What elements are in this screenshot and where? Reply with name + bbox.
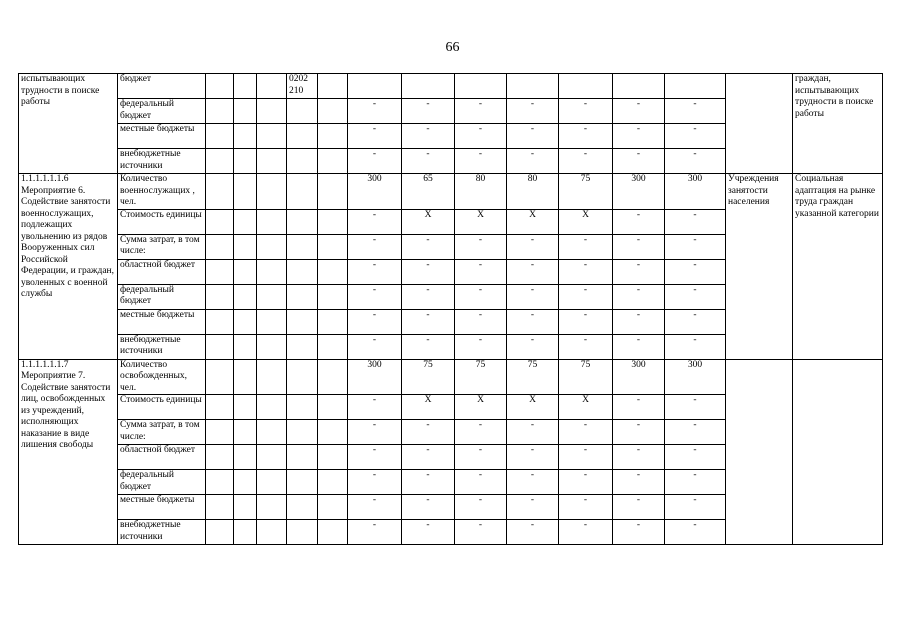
value-cell: - (348, 259, 402, 284)
empty-cell (234, 495, 257, 520)
measure-cell: 1.1.1.1.1.1.7 Мероприятие 7. Содействие занятости лиц, освобожденных из учреждений, исполняющих наказание в виде лишения свободы (19, 359, 118, 545)
empty-cell (318, 149, 348, 174)
code-cell (287, 334, 318, 359)
empty-cell (257, 74, 287, 99)
empty-cell (318, 495, 348, 520)
value-cell: - (665, 470, 726, 495)
code-cell (287, 445, 318, 470)
empty-cell (234, 445, 257, 470)
value-cell: 80 (507, 174, 559, 210)
indicator-cell: федеральный бюджет (118, 99, 206, 124)
table-row (19, 74, 883, 99)
code-cell (287, 259, 318, 284)
value-cell: - (559, 495, 613, 520)
value-cell (613, 74, 665, 99)
empty-cell (234, 234, 257, 259)
code-cell (287, 420, 318, 445)
empty-cell (318, 209, 348, 234)
empty-cell (234, 395, 257, 420)
value-cell: - (507, 259, 559, 284)
code-cell (287, 99, 318, 124)
value-cell: - (559, 99, 613, 124)
value-cell: - (559, 149, 613, 174)
code-cell (287, 124, 318, 149)
code-cell (287, 359, 318, 395)
empty-cell (206, 174, 234, 210)
value-cell: - (665, 209, 726, 234)
value-cell: 300 (348, 359, 402, 395)
empty-cell (206, 445, 234, 470)
value-cell: - (348, 99, 402, 124)
value-cell: - (402, 149, 455, 174)
value-cell: - (613, 470, 665, 495)
value-cell: - (507, 495, 559, 520)
empty-cell (257, 420, 287, 445)
value-cell: - (559, 334, 613, 359)
empty-cell (206, 495, 234, 520)
value-cell: - (613, 495, 665, 520)
value-cell: - (348, 284, 402, 309)
empty-cell (318, 259, 348, 284)
code-cell (287, 495, 318, 520)
result-cell: Социальная адаптация на рынке труда граждан указанной категории (793, 174, 883, 360)
empty-cell (234, 420, 257, 445)
value-cell: - (348, 395, 402, 420)
value-cell: - (348, 309, 402, 334)
value-cell: - (507, 470, 559, 495)
value-cell: X (507, 395, 559, 420)
value-cell: X (402, 209, 455, 234)
empty-cell (234, 209, 257, 234)
value-cell: - (613, 99, 665, 124)
indicator-cell: федеральный бюджет (118, 470, 206, 495)
value-cell: - (402, 495, 455, 520)
value-cell (402, 74, 455, 99)
empty-cell (206, 284, 234, 309)
value-cell: - (455, 284, 507, 309)
indicator-cell: областной бюджет (118, 259, 206, 284)
empty-cell (318, 309, 348, 334)
empty-cell (234, 99, 257, 124)
empty-cell (206, 359, 234, 395)
empty-cell (318, 445, 348, 470)
empty-cell (206, 149, 234, 174)
code-cell (287, 174, 318, 210)
value-cell (665, 74, 726, 99)
empty-cell (206, 209, 234, 234)
value-cell: - (613, 420, 665, 445)
empty-cell (318, 470, 348, 495)
value-cell: - (507, 520, 559, 545)
empty-cell (257, 309, 287, 334)
empty-cell (234, 309, 257, 334)
empty-cell (206, 99, 234, 124)
code-cell (287, 209, 318, 234)
value-cell: - (507, 149, 559, 174)
value-cell: - (507, 234, 559, 259)
value-cell: X (455, 395, 507, 420)
empty-cell (234, 124, 257, 149)
result-cell: граждан, испытывающих трудности в поиске работы (793, 74, 883, 174)
empty-cell (257, 470, 287, 495)
empty-cell (318, 99, 348, 124)
value-cell: 300 (348, 174, 402, 210)
indicator-cell: Сумма затрат, в том числе: (118, 420, 206, 445)
value-cell: - (455, 334, 507, 359)
indicator-cell: местные бюджеты (118, 495, 206, 520)
page-number: 66 (445, 40, 460, 55)
value-cell: - (665, 420, 726, 445)
value-cell: - (559, 470, 613, 495)
value-cell: - (613, 124, 665, 149)
empty-cell (234, 259, 257, 284)
value-cell: - (507, 124, 559, 149)
empty-cell (318, 284, 348, 309)
value-cell: - (348, 445, 402, 470)
value-cell: - (613, 395, 665, 420)
value-cell: - (348, 234, 402, 259)
empty-cell (206, 309, 234, 334)
value-cell: 300 (613, 174, 665, 210)
indicator-cell: местные бюджеты (118, 124, 206, 149)
value-cell: - (455, 520, 507, 545)
code-cell (287, 234, 318, 259)
value-cell: - (665, 334, 726, 359)
empty-cell (206, 520, 234, 545)
empty-cell (318, 174, 348, 210)
empty-cell (234, 334, 257, 359)
empty-cell (257, 174, 287, 210)
value-cell (507, 74, 559, 99)
code-cell (287, 395, 318, 420)
empty-cell (318, 520, 348, 545)
value-cell: - (613, 520, 665, 545)
value-cell: - (455, 445, 507, 470)
value-cell: - (613, 149, 665, 174)
table-body (19, 74, 883, 545)
value-cell: - (613, 259, 665, 284)
value-cell: - (613, 209, 665, 234)
value-cell: - (348, 420, 402, 445)
value-cell: - (665, 124, 726, 149)
value-cell: - (507, 99, 559, 124)
value-cell: - (507, 309, 559, 334)
indicator-cell: Сумма затрат, в том числе: (118, 234, 206, 259)
empty-cell (318, 334, 348, 359)
empty-cell (206, 74, 234, 99)
empty-cell (257, 495, 287, 520)
indicator-cell: внебюджетные источники (118, 334, 206, 359)
value-cell: - (348, 209, 402, 234)
value-cell: X (559, 395, 613, 420)
value-cell: - (665, 99, 726, 124)
value-cell: - (507, 420, 559, 445)
value-cell: - (348, 124, 402, 149)
value-cell: - (402, 124, 455, 149)
value-cell: X (402, 395, 455, 420)
value-cell: - (455, 149, 507, 174)
empty-cell (257, 359, 287, 395)
value-cell: - (559, 445, 613, 470)
empty-cell (206, 124, 234, 149)
empty-cell (318, 420, 348, 445)
indicator-cell: внебюджетные источники (118, 520, 206, 545)
value-cell: - (348, 495, 402, 520)
value-cell: - (402, 420, 455, 445)
value-cell: - (455, 470, 507, 495)
indicator-cell: местные бюджеты (118, 309, 206, 334)
value-cell: - (665, 149, 726, 174)
empty-cell (318, 74, 348, 99)
result-cell (793, 359, 883, 545)
value-cell: - (665, 395, 726, 420)
empty-cell (206, 334, 234, 359)
value-cell: - (559, 309, 613, 334)
empty-cell (257, 334, 287, 359)
value-cell: 80 (455, 174, 507, 210)
value-cell: X (559, 209, 613, 234)
empty-cell (234, 284, 257, 309)
empty-cell (257, 395, 287, 420)
empty-cell (234, 470, 257, 495)
value-cell: - (455, 234, 507, 259)
value-cell: 75 (559, 174, 613, 210)
empty-cell (234, 359, 257, 395)
value-cell: - (613, 284, 665, 309)
value-cell: - (665, 309, 726, 334)
value-cell: - (402, 99, 455, 124)
value-cell: - (613, 309, 665, 334)
value-cell: 300 (613, 359, 665, 395)
executor-cell: Учреждения занятости населения (726, 174, 793, 360)
value-cell: X (455, 209, 507, 234)
value-cell: - (348, 470, 402, 495)
value-cell: - (455, 309, 507, 334)
indicator-cell: внебюджетные источники (118, 149, 206, 174)
value-cell: - (455, 420, 507, 445)
value-cell: - (665, 445, 726, 470)
executor-cell (726, 74, 793, 174)
empty-cell (206, 259, 234, 284)
empty-cell (206, 420, 234, 445)
executor-cell (726, 359, 793, 545)
empty-cell (234, 174, 257, 210)
code-cell (287, 149, 318, 174)
value-cell: 75 (559, 359, 613, 395)
empty-cell (318, 359, 348, 395)
value-cell: - (507, 284, 559, 309)
indicator-cell: областной бюджет (118, 445, 206, 470)
value-cell: - (665, 259, 726, 284)
empty-cell (257, 284, 287, 309)
empty-cell (257, 520, 287, 545)
indicator-cell: бюджет (118, 74, 206, 99)
value-cell: - (455, 124, 507, 149)
empty-cell (318, 234, 348, 259)
empty-cell (234, 74, 257, 99)
indicator-cell: Стоимость единицы (118, 209, 206, 234)
value-cell: - (559, 124, 613, 149)
code-cell (287, 470, 318, 495)
value-cell: - (559, 420, 613, 445)
value-cell: - (348, 149, 402, 174)
code-cell (287, 309, 318, 334)
value-cell: - (665, 234, 726, 259)
empty-cell (257, 445, 287, 470)
value-cell: 75 (507, 359, 559, 395)
empty-cell (206, 395, 234, 420)
empty-cell (257, 259, 287, 284)
value-cell: 300 (665, 359, 726, 395)
value-cell: - (402, 445, 455, 470)
value-cell: 75 (455, 359, 507, 395)
empty-cell (257, 99, 287, 124)
table-row (19, 359, 883, 395)
empty-cell (318, 395, 348, 420)
value-cell: - (665, 284, 726, 309)
value-cell: X (507, 209, 559, 234)
value-cell: - (402, 284, 455, 309)
empty-cell (257, 234, 287, 259)
table-row (19, 174, 883, 210)
value-cell: - (348, 520, 402, 545)
value-cell (455, 74, 507, 99)
value-cell: - (559, 520, 613, 545)
value-cell: - (402, 334, 455, 359)
indicator-cell: федеральный бюджет (118, 284, 206, 309)
empty-cell (257, 124, 287, 149)
value-cell: - (507, 445, 559, 470)
value-cell: - (559, 259, 613, 284)
indicator-cell: Стоимость единицы (118, 395, 206, 420)
value-cell: - (455, 259, 507, 284)
value-cell: - (348, 334, 402, 359)
value-cell: - (613, 334, 665, 359)
indicator-cell: Количество освобожденных, чел. (118, 359, 206, 395)
value-cell: 300 (665, 174, 726, 210)
empty-cell (318, 124, 348, 149)
value-cell: - (507, 334, 559, 359)
value-cell: - (559, 234, 613, 259)
code-cell (287, 520, 318, 545)
empty-cell (206, 470, 234, 495)
value-cell: - (665, 520, 726, 545)
value-cell: 75 (402, 359, 455, 395)
value-cell: - (559, 284, 613, 309)
value-cell: 65 (402, 174, 455, 210)
code-cell (287, 284, 318, 309)
value-cell (559, 74, 613, 99)
value-cell: - (402, 234, 455, 259)
empty-cell (257, 149, 287, 174)
empty-cell (234, 149, 257, 174)
code-cell: 0202 210 (287, 74, 318, 99)
value-cell: - (613, 234, 665, 259)
value-cell (348, 74, 402, 99)
value-cell: - (455, 495, 507, 520)
value-cell: - (455, 99, 507, 124)
measure-cell: испытывающих трудности в поиске работы (19, 74, 118, 174)
value-cell: - (402, 470, 455, 495)
program-table (18, 73, 883, 545)
value-cell: - (402, 259, 455, 284)
value-cell: - (402, 309, 455, 334)
empty-cell (257, 209, 287, 234)
value-cell: - (613, 445, 665, 470)
value-cell: - (402, 520, 455, 545)
empty-cell (206, 234, 234, 259)
measure-cell: 1.1.1.1.1.1.6 Мероприятие 6. Содействие занятости военнослужащих, подлежащих увольнению из рядов Вооруженных сил Российской Федерации, и граждан, уволенных с военной службы (19, 174, 118, 360)
value-cell: - (665, 495, 726, 520)
empty-cell (234, 520, 257, 545)
indicator-cell: Количество военнослужащих , чел. (118, 174, 206, 210)
